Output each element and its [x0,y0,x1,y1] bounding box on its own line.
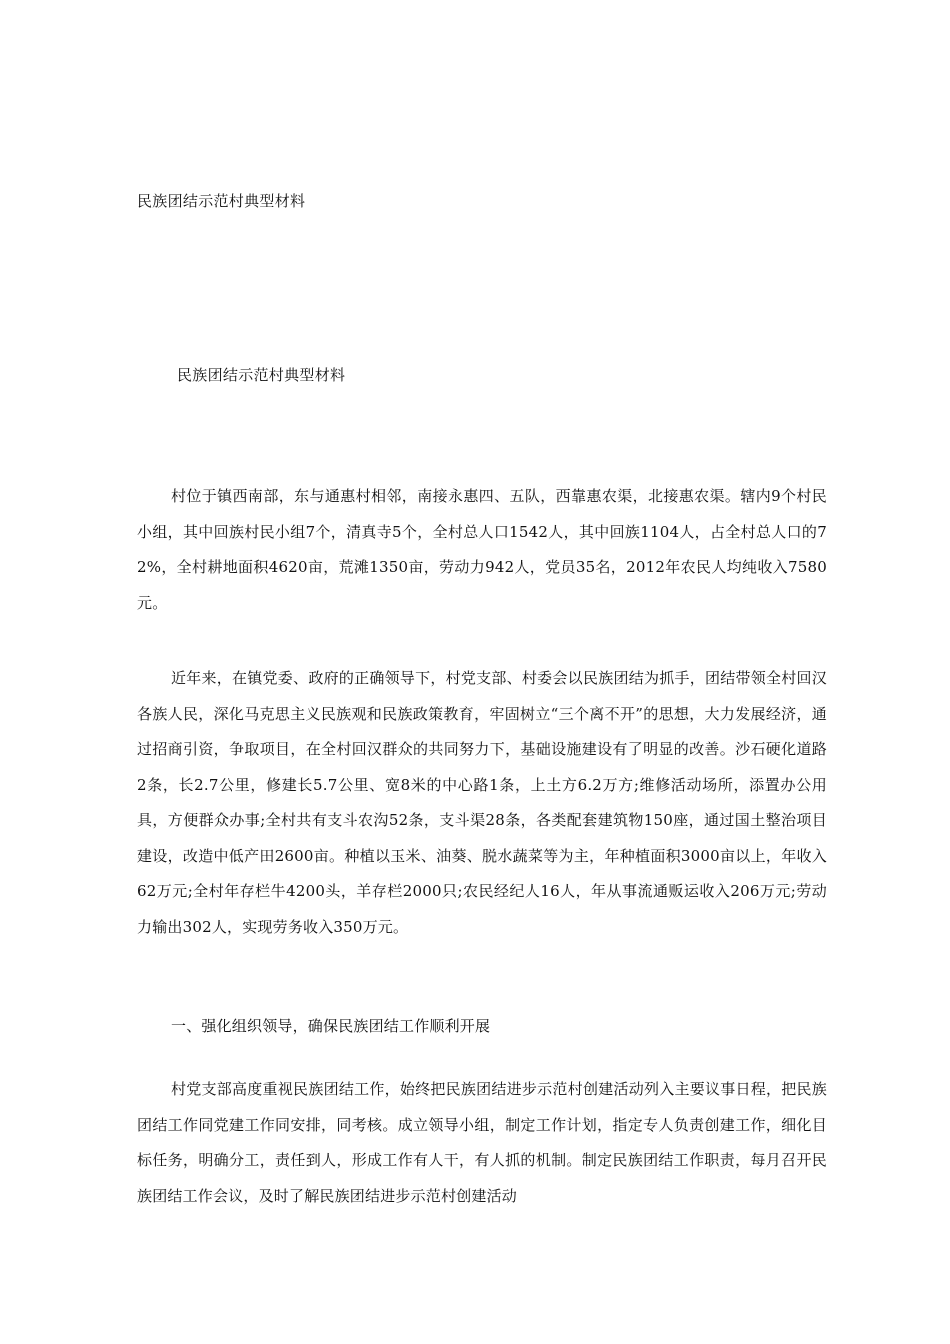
section-heading: 一、强化组织领导，确保民族团结工作顺利开展 [171,1017,491,1035]
paragraph-development: 近年来，在镇党委、政府的正确领导下，村党支部、村委会以民族团结为抓手，团结带领全村回汉各族人民，深化马克思主义民族观和民族政策教育，牢固树立“三个离不开”的思想，大力发展经济，通过招商引资，争取项目，在全村回汉群众的共同努力下，基础设施建设有了明显的改善。沙石硬化道路2条，长2.7公里，修建长5.7公里、宽8米的中心路1条，上土方6.2万方;维修活动场所，添置办公用具，方便群众办事;全村共有支斗农沟52条，支斗渠28条，各类配套建筑物150座，通过国土整治项目建设，改造中低产田2600亩。种植以玉米、油葵、脱水蔬菜等为主，年种植面积3000亩以上，年收入62万元;全村年存栏牛4200头，羊存栏2000只;农民经纪人16人，年从事流通贩运收入206万元;劳动力输出302人，实现劳务收入350万元。 [137,669,827,936]
header-title: 民族团结示范村典型材料 [137,192,306,210]
paragraph-organization: 村党支部高度重视民族团结工作，始终把民族团结进步示范村创建活动列入主要议事日程，把民族团结工作同党建工作同安排，同考核。成立领导小组，制定工作计划，指定专人负责创建工作，细化目标任务，明确分工，责任到人，形成工作有人干，有人抓的机制。制定民族团结工作职责，每月召开民族团结工作会议，及时了解民族团结进步示范村创建活动 [137,1080,827,1205]
document-title: 民族团结示范村典型材料 [177,366,346,384]
paragraph-village-overview: 村位于镇西南部，东与通惠村相邻，南接永惠四、五队，西靠惠农渠，北接惠农渠。辖内9个村民小组，其中回族村民小组7个，清真寺5个，全村总人口1542人，其中回族1104人，占全村总人口的72%，全村耕地面积4620亩，荒滩1350亩，劳动力942人，党员35名，2012年农民人均纯收入7580元。 [137,487,827,612]
